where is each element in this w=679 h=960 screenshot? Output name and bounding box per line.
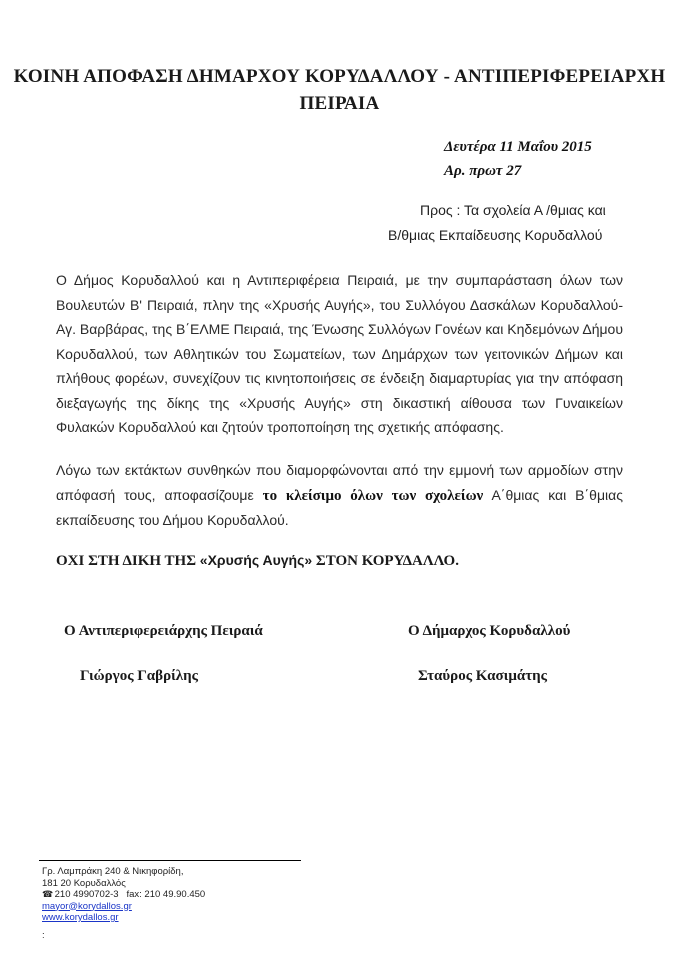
footer-phone: 210 4990702-3	[54, 889, 119, 900]
website-link[interactable]: www.korydallos.gr	[42, 912, 119, 923]
school-closure-emphasis: το κλείσιμο όλων των σχολείων	[262, 487, 484, 504]
right-signatory-title: Ο Δήμαρχος Κορυδαλλού	[408, 623, 571, 639]
footer-address-line-2: 181 20 Κορυδαλλός	[42, 877, 126, 889]
protocol-number: Αρ. πρωτ 27	[444, 163, 522, 179]
email-link[interactable]: mayor@korydallos.gr	[42, 900, 132, 912]
slogan	[56, 552, 459, 570]
body-paragraph-1: Ο Δήμος Κορυδαλλού και η Αντιπεριφέρεια Πειραιά, με την συμπαράσταση όλων των Βουλευτών Β' Πειραιά, πλην της «Χρυσής Αυγής», του Συλλόγου Δασκάλων Κορυδαλλού- Αγ. Βαρβάρας, της Β΄ΕΛΜΕ Πειραιά, της Ένωσης Συλλόγων Γονέων και Κηδεμόνων Δήμου Κορυδαλλού, των Αθλητικών του Σωματείων, των Δημάρχων των γειτονικών Δήμων και πλήθους φορέων, συνεχίζουν τις κινητοποιήσεις σε ένδειξη διαμαρτυρίας για την απόφαση διεξαγωγής της δίκης της «Χρυσής Αυγής» στη δικαστική αίθουσα των Γυναικείων Φυλακών Κορυδαλλού και ζητούν τροποποίηση της σχετικής απόφασης.	[56, 272, 623, 435]
document-title-line-1: ΚΟΙΝΗ ΑΠΟΦΑΣΗ ΔΗΜΑΡΧΟΥ ΚΟΡΥΔΑΛΛΟΥ - ΑΝΤΙΠΕΡΙΦΕΡΕΙΑΡΧΗ	[13, 66, 666, 87]
body-paragraph-2	[56, 458, 623, 533]
paragraph-2-text-end: Α΄θμιας και Β΄θμιας εκπαίδευσης του Δήμου Κορυδαλλού.	[56, 486, 623, 528]
footer-divider	[39, 860, 301, 861]
recipient-line-1: Προς : Τα σχολεία Α /θμιας και	[420, 202, 606, 218]
document-date: Δευτέρα 11 Μαΐου 2015	[444, 139, 592, 155]
slogan-start: ΟΧΙ ΣΤΗ ΔΙΚΗ ΤΗΣ	[56, 553, 200, 569]
slogan-end: ΣΤΟΝ ΚΟΡΥΔΑΛΛΟ.	[312, 553, 459, 569]
footer-fax: fax: 210 49.90.450	[126, 889, 206, 900]
left-signatory-title: Ο Αντιπεριφερειάρχης Πειραιά	[64, 623, 263, 639]
footer-phone-line	[42, 889, 205, 901]
paragraph-2-text-start: Λόγω των εκτάκτων συνθηκών που διαμορφώνονται από την εμμονή των αρμοδίων στην απόφασή τους, αποφασίζουμε	[56, 462, 623, 503]
footer-contact	[42, 866, 205, 941]
left-signatory-name: Γιώργος Γαβρίλης	[80, 668, 198, 684]
footer-address-line-1: Γρ. Λαμπράκη 240 & Νικηφορίδη,	[42, 866, 184, 877]
document-title-line-2: ΠΕΙΡΑΙΑ	[299, 93, 380, 114]
right-signatory-name: Σταύρος Κασιμάτης	[418, 668, 547, 684]
recipient-line-2: Β/θμιας Εκπαίδευσης Κορυδαλλού	[388, 227, 603, 243]
slogan-quote: «Χρυσής Αυγής»	[199, 552, 313, 568]
telephone-icon: ☎	[42, 889, 54, 899]
trailing-mark: :	[42, 929, 45, 941]
